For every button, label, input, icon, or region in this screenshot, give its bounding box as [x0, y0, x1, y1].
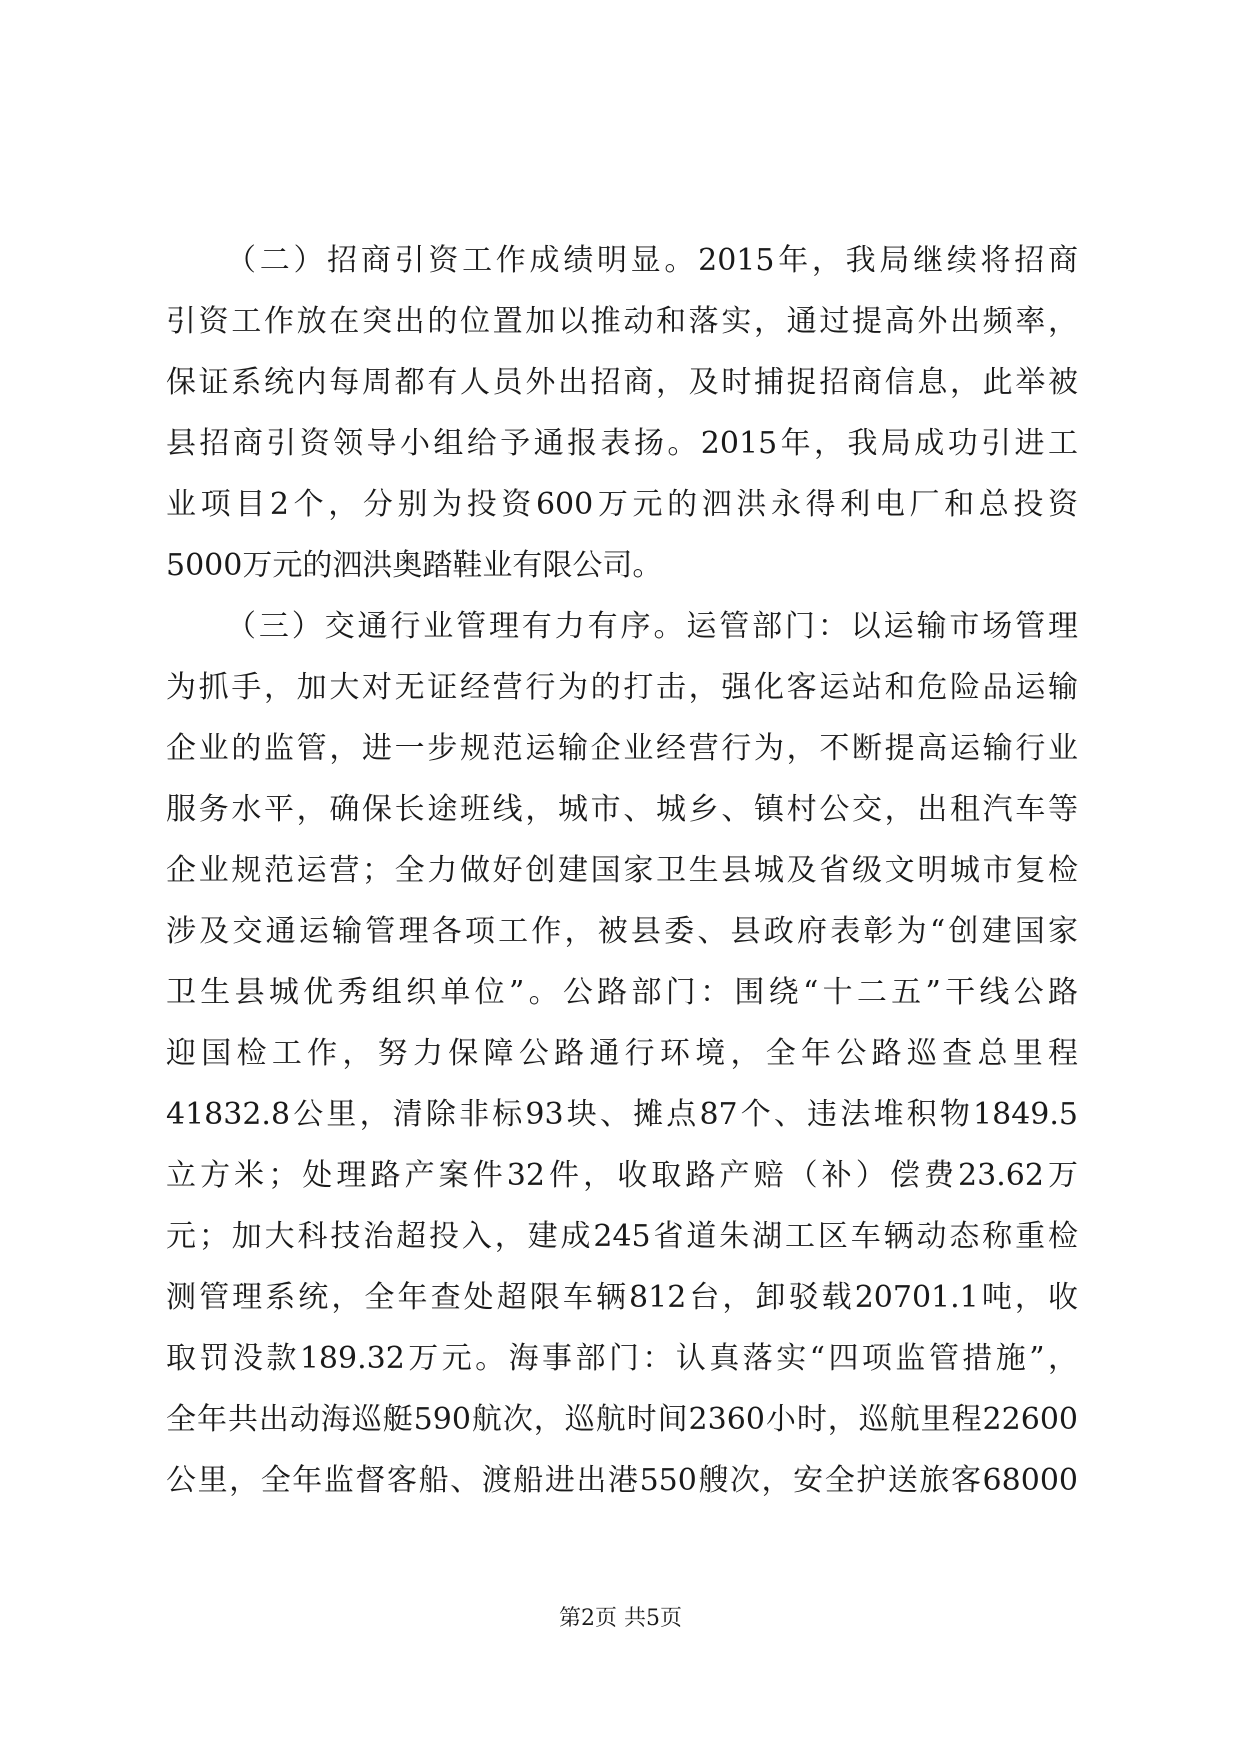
text-line: 取罚没款189.32万元。海事部门：认真落实“四项监管措施”，	[166, 1341, 1078, 1376]
text-line: 5000万元的泗洪奥踏鞋业有限公司。	[166, 548, 663, 583]
text-line: 测管理系统，全年查处超限车辆812台，卸驳载20701.1吨，收	[166, 1280, 1078, 1315]
text-line: 服务水平，确保长途班线，城市、城乡、镇村公交，出租汽车等	[166, 792, 1078, 827]
text-line: 元；加大科技治超投入，建成245省道朱湖工区车辆动态称重检	[166, 1219, 1078, 1254]
text-line: （二）招商引资工作成绩明显。2015年，我局继续将招商	[226, 243, 1078, 278]
text-line: 县招商引资领导小组给予通报表扬。2015年，我局成功引进工	[166, 426, 1078, 461]
text-line: 引资工作放在突出的位置加以推动和落实，通过提高外出频率，	[166, 304, 1078, 339]
text-line: 为抓手，加大对无证经营行为的打击，强化客运站和危险品运输	[166, 670, 1078, 705]
text-line: 迎国检工作，努力保障公路通行环境，全年公路巡查总里程	[166, 1036, 1078, 1071]
page-number-footer: 第2页 共5页	[559, 1606, 682, 1631]
text-line: 企业规范运营；全力做好创建国家卫生县城及省级文明城市复检	[166, 853, 1078, 888]
text-line: 企业的监管，进一步规范运输企业经营行为，不断提高运输行业	[166, 731, 1078, 766]
text-line: 卫生县城优秀组织单位”。公路部门：围绕“十二五”干线公路	[166, 975, 1078, 1010]
text-line: 涉及交通运输管理各项工作，被县委、县政府表彰为“创建国家	[166, 914, 1078, 949]
text-line: 全年共出动海巡艇590航次，巡航时间2360小时，巡航里程22600	[166, 1402, 1078, 1437]
body-text	[166, 230, 1078, 1511]
text-line: 41832.8公里，清除非标93块、摊点87个、违法堆积物1849.5	[166, 1097, 1078, 1132]
text-line: （三）交通行业管理有力有序。运管部门：以运输市场管理	[226, 609, 1078, 644]
text-line: 立方米；处理路产案件32件，收取路产赔（补）偿费23.62万	[166, 1158, 1078, 1193]
text-line: 公里，全年监督客船、渡船进出港550艘次，安全护送旅客68000	[166, 1463, 1078, 1498]
text-line: 保证系统内每周都有人员外出招商，及时捕捉招商信息，此举被	[166, 365, 1078, 400]
text-line: 业项目2个，分别为投资600万元的泗洪永得利电厂和总投资	[166, 487, 1078, 522]
